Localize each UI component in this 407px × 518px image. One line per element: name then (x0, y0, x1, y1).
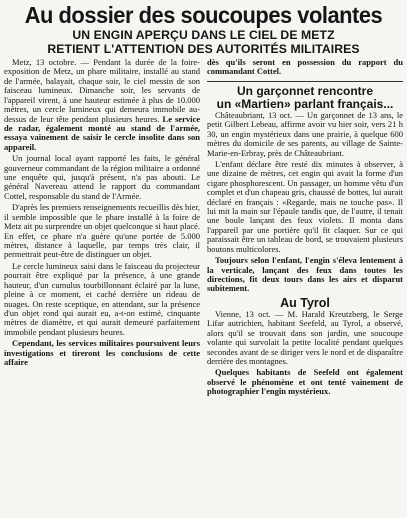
left-column (4, 58, 200, 397)
subheading-martien-line-2: un «Martien» parlant français... (216, 96, 394, 111)
paragraph-bold-text: Quelques habitants de Seefeld ont également observé le phénomène et ont tenté vainement de photographier l'engin mystérieux. (207, 367, 403, 397)
dateline: Châteaubriant, 13 oct. (215, 109, 293, 120)
paragraph-bold (207, 368, 403, 396)
paragraph-text: — M. Harald Kreutzberg, le Serge Lifar autrichien, habitant Seefeld, au Tyrol, a observé, alors qu'il se trouvait dans son jardin, une soucoupe volante qui survolait la petite localité pendant quelques secondes avant de se diriger vers le nord et de disparaître derrière des montagnes. (207, 308, 404, 366)
paragraph-bold-text: dès qu'ils seront en possession du rapport du commandant Cottel. (207, 57, 403, 77)
dateline: Vienne, 13 oct. (215, 308, 271, 319)
subheading-tyrol: Au Tyrol (280, 295, 330, 310)
deck-line-1: UN ENGIN APERÇU DANS LE CIEL DE METZ (72, 28, 335, 42)
headline: Au dossier des soucoupes volantes (24, 2, 383, 28)
paragraph (4, 58, 200, 152)
paragraph: Un journal local ayant rapporté les faits, le général gouverneur commandant de la région militaire a ordonné une enquête qui, jusqu'à présent, n'a pas abouti. Le général Navereau attend le rapport du commandant Cottel, responsable du stand de l'Armée. (4, 153, 200, 201)
dateline: Metz, 13 octobre. (12, 57, 77, 67)
divider (207, 81, 403, 82)
subheading-martien-line-1: Un garçonnet rencontre (236, 83, 374, 98)
paragraph-bold (4, 339, 200, 367)
paragraph (207, 111, 403, 158)
article-columns (4, 58, 403, 397)
deck-line-2: RETIENT L'ATTENTION DES AUTORITÉS MILITAIRES (47, 42, 360, 56)
paragraph-bold-text: Le service de radar, également monté au stand de l'armée, essaya vainement de saisir le cercle insolite dans son appareil. (4, 113, 200, 152)
paragraph-bold (207, 58, 403, 77)
paragraph: L'enfant déclare être resté dix minutes à observer, à une dizaine de mètres, cet engin qui avait la forme d'un cigare phosphorescent. Un passager, un homme vêtu d'un complet et d'un chapeau gris, chaussé de bottes, lui aurait déclaré en français : «Regarde, mais ne touche pas». Il lui mit la main sur l'épaule tandis que, de l'autre, il tenait une boule lançant des feux violets. Il monta dans l'appareil par une portière qu'il fit claquer. Sur ce qui paraissait être un tableau de bord, se trouvaient plusieurs boutons multicolores. (207, 158, 403, 254)
paragraph-bold-text: Cependant, les services militaires poursuivent leurs investigations et tireront les conclusions de cette affaire (4, 338, 200, 368)
paragraph: Le cercle lumineux saisi dans le faisceau du projecteur pourrait être expliqué par la présence, à une grande hauteur, d'un cumulus tourbillonnant éclairé par la lune, pleine à ce moment, et caché derrière un rideau de nuages. On reste sceptique, en attendant, sur la présence d'un objet rond qui aurait eu, a-t-on estimé, cinquante mètres de diamètre, et qui aurait demeuré parfaitement immobile pendant plusieurs heures. (4, 260, 200, 337)
paragraph-bold-text: Toujours selon l'enfant, l'engin s'éleva lentement à la verticale, lançant des feux dans toutes les directions, fit deux tours dans les airs et disparut subitement. (207, 255, 403, 294)
paragraph-text: — Pendant la durée de la foire-exposition de Metz, un phare militaire, installé au stand de l'armée, balayait, chaque soir, le ciel messin de son faisceau lumineux. Dimanche soir, les servants de l'appareil virent, à une hauteur estimée à plus de 10.000 mètres, un cercle lumineux qui demeura immobile au-dessus de leur tête pendant plusieurs heures. (4, 57, 200, 124)
paragraph-bold (207, 256, 403, 294)
right-column (207, 58, 403, 397)
paragraph: D'après les premiers renseignements recueillis dès hier, il semble impossible que le phare installé à la foire de Metz ait pu surprendre un objet quelconque si haut placé. En effet, ce phare n'a guère qu'une portée de 5.000 mètres, distance à laquelle, par temps très clair, il permettrait peut-être de distinguer un objet. (4, 202, 200, 260)
paragraph (207, 310, 403, 367)
paragraph-text: — Un garçonnet de 13 ans, le petit Gilbert Lebeau, affirme avoir vu hier soir, vers 21 h 30, un engin mystérieux dans une prairie, à quelque 600 mètres du domicile de ses parents, au village de Sainte-Marie-en-Erbray, près de Châteaubriant. (207, 109, 403, 158)
